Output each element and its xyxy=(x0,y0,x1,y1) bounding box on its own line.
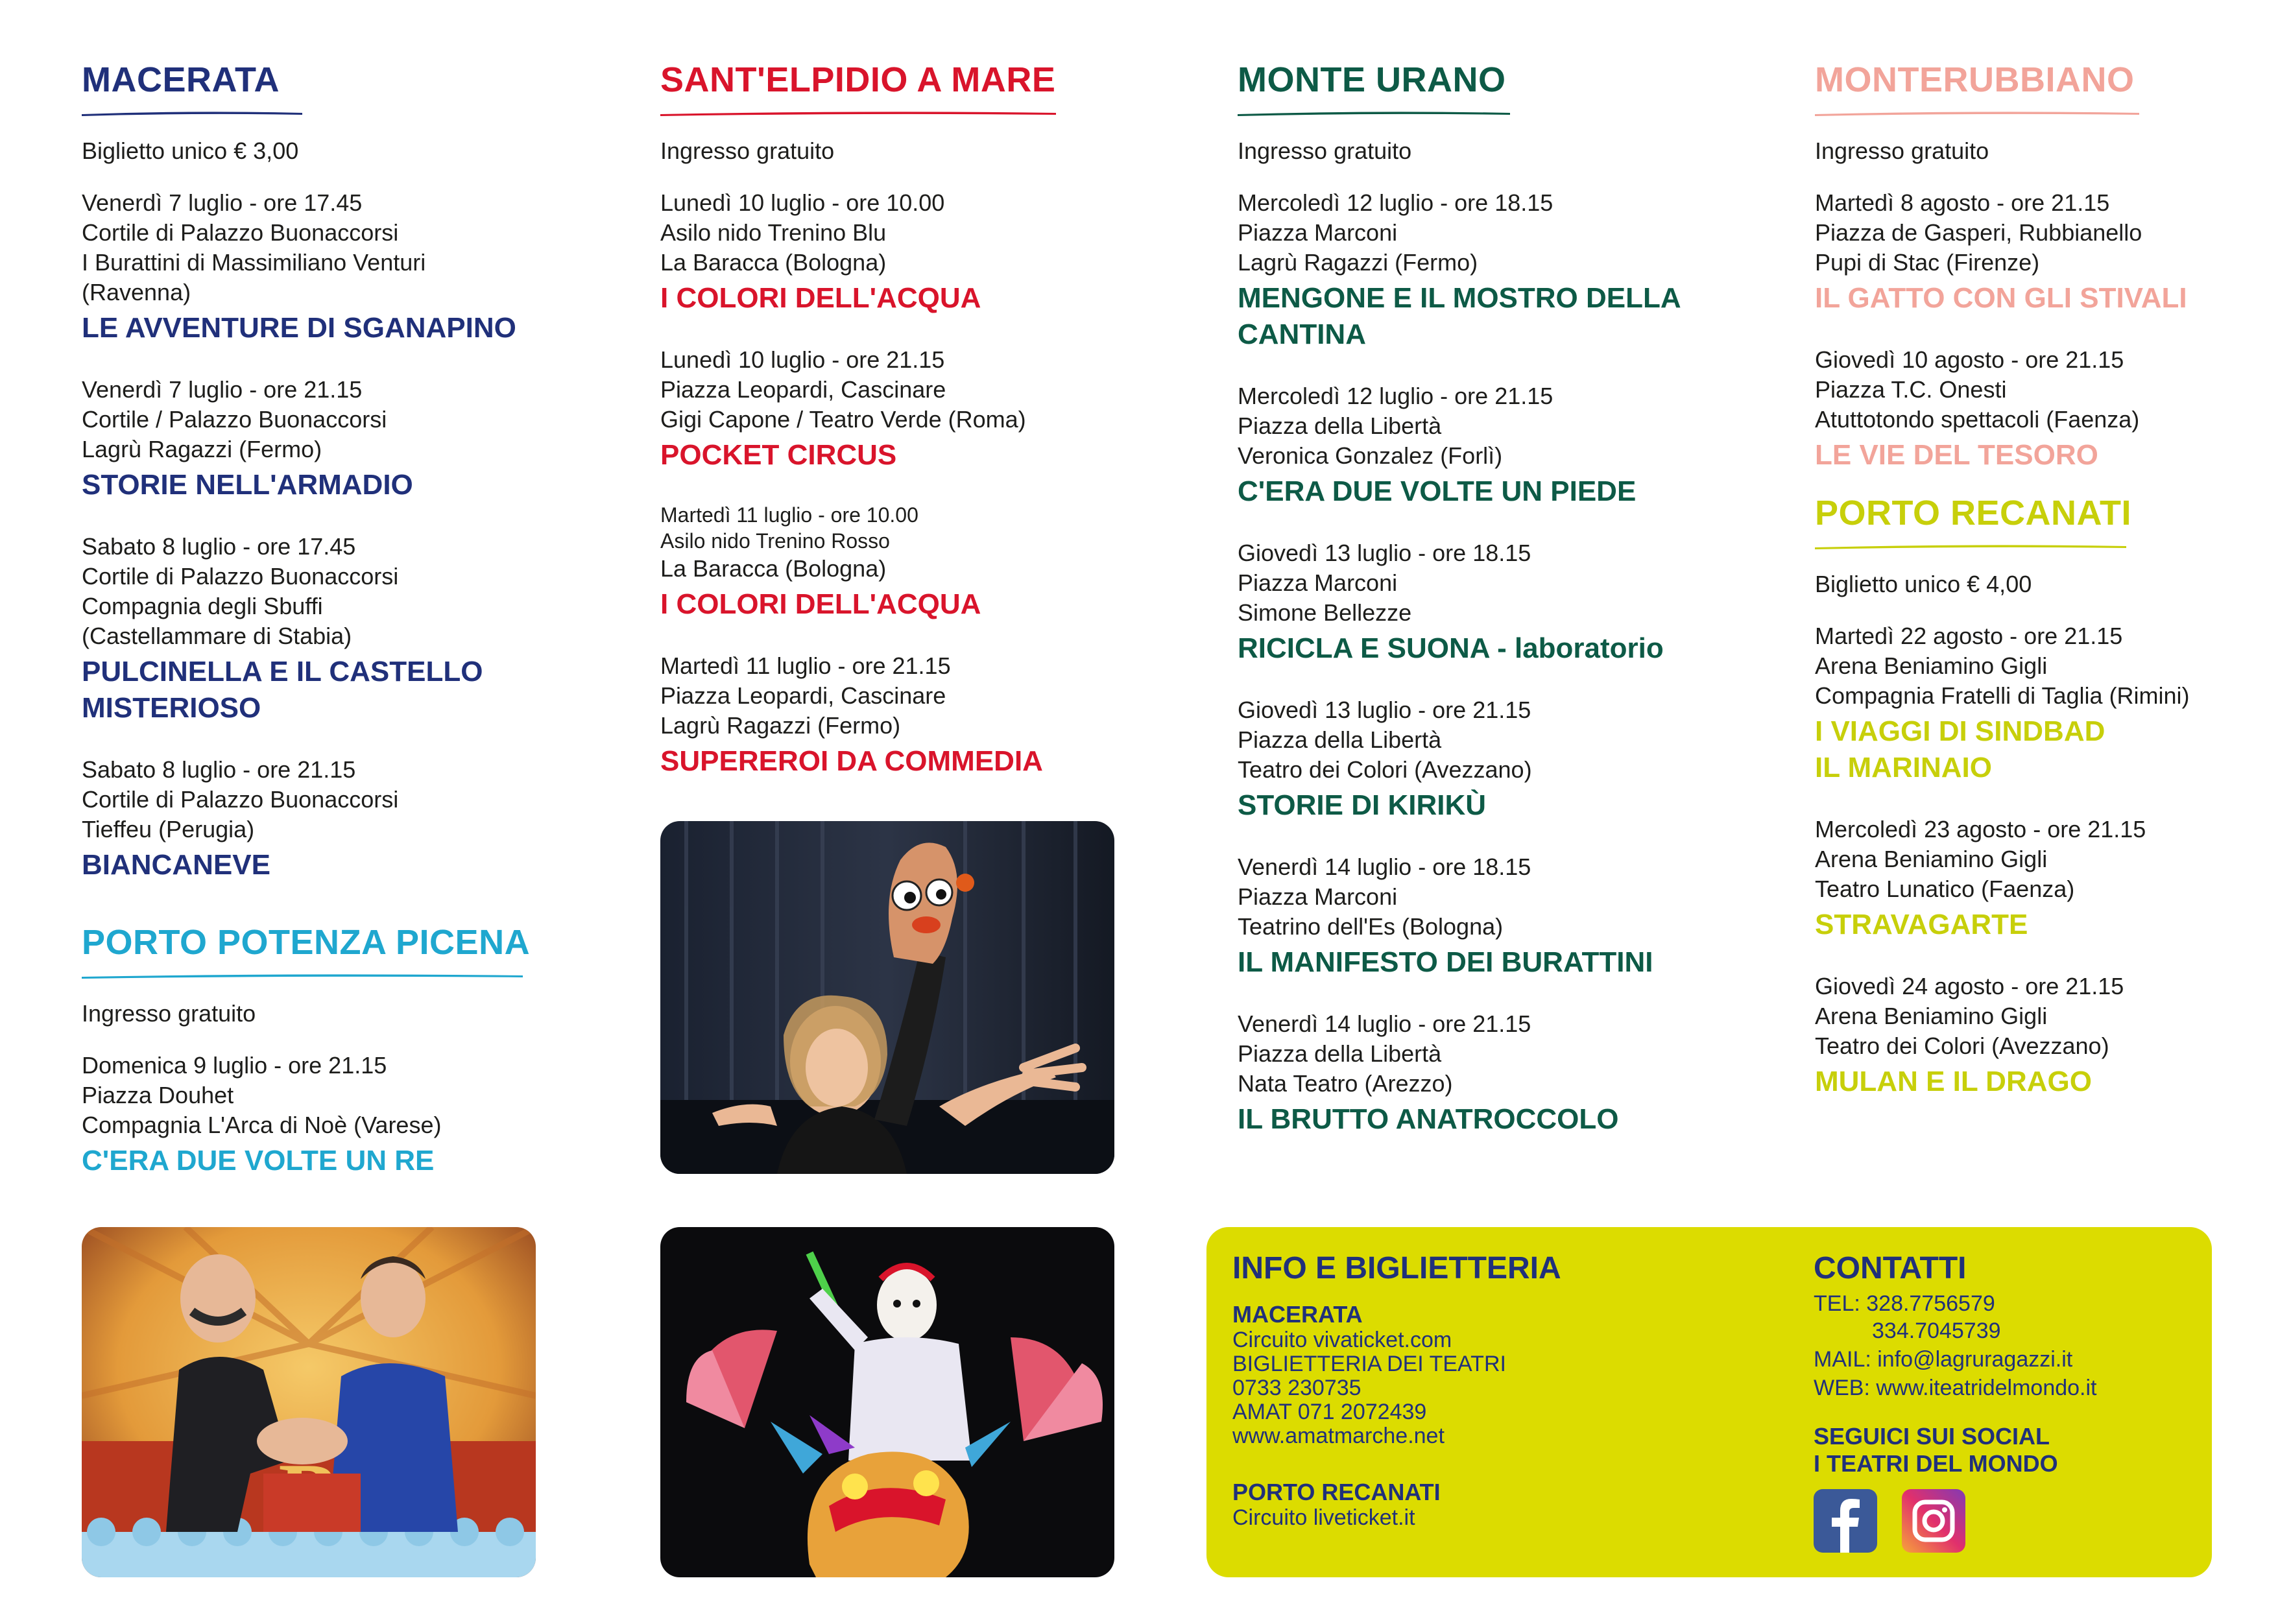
instagram-icon[interactable] xyxy=(1902,1489,1965,1553)
event-item xyxy=(1238,381,1731,510)
contact-web[interactable]: WEB: www.iteatridelmondo.it xyxy=(1814,1376,2097,1400)
event-title: LE VIE DEL TESORO xyxy=(1815,439,2098,471)
event-item xyxy=(660,345,1153,473)
event-item xyxy=(82,532,575,726)
photo-puppets-stage xyxy=(82,1227,536,1577)
event-date: Venerdì 14 luglio - ore 18.15 xyxy=(1238,854,1531,880)
event-detail: Cortile di Palazzo Buonaccorsi xyxy=(82,563,399,590)
event-detail: Piazza Marconi xyxy=(1238,219,1398,246)
event-date: Mercoledì 23 agosto - ore 21.15 xyxy=(1815,816,2146,842)
event-list xyxy=(1815,188,2291,473)
info-box xyxy=(1206,1227,2212,1577)
info-line: BIGLIETTERIA DEI TEATRI xyxy=(1232,1352,1506,1376)
event-detail: Piazza della Libertà xyxy=(1238,726,1442,753)
event-date: Giovedì 10 agosto - ore 21.15 xyxy=(1815,346,2124,373)
info-macerata-lines xyxy=(1232,1328,1506,1448)
event-detail: Gigi Capone / Teatro Verde (Roma) xyxy=(660,406,1026,433)
admission-info: Biglietto unico € 4,00 xyxy=(1815,571,2032,597)
event-date: Martedì 11 luglio - ore 21.15 xyxy=(660,652,951,679)
event-date: Lunedì 10 luglio - ore 10.00 xyxy=(660,189,945,216)
event-item xyxy=(1815,188,2291,316)
event-item xyxy=(82,375,575,503)
event-title: CANTINA xyxy=(1238,318,1366,350)
event-detail: (Castellammare di Stabia) xyxy=(82,623,352,649)
event-title: RICICLA E SUONA - laboratorio xyxy=(1238,632,1664,664)
event-date: Martedì 11 luglio - ore 10.00 xyxy=(660,503,918,527)
event-detail: Cortile di Palazzo Buonaccorsi xyxy=(82,786,399,813)
event-detail: Cortile / Palazzo Buonaccorsi xyxy=(82,406,387,433)
admission-info: Biglietto unico € 3,00 xyxy=(82,137,299,164)
photo-dragon-dance xyxy=(660,1227,1114,1577)
event-detail: Piazza Leopardi, Cascinare xyxy=(660,376,946,403)
event-title: I COLORI DELL'ACQUA xyxy=(660,588,981,620)
event-detail: Piazza della Libertà xyxy=(1238,412,1442,439)
event-date: Mercoledì 12 luglio - ore 18.15 xyxy=(1238,189,1553,216)
contact-tel-1[interactable]: TEL: 328.7756579 xyxy=(1814,1291,1995,1316)
title-underline xyxy=(1815,542,2126,551)
event-detail: Lagrù Ragazzi (Fermo) xyxy=(660,712,901,739)
event-detail: Teatro dei Colori (Avezzano) xyxy=(1238,756,1532,783)
event-detail: Nata Teatro (Arezzo) xyxy=(1238,1070,1453,1097)
event-item xyxy=(82,1051,575,1179)
event-title: MENGONE E IL MOSTRO DELLA xyxy=(1238,282,1681,314)
social-label-2: I TEATRI DEL MONDO xyxy=(1814,1450,2058,1477)
event-list xyxy=(1815,621,2291,1100)
event-list xyxy=(1238,188,1731,1138)
info-recanati-line: Circuito liveticket.it xyxy=(1232,1505,1415,1530)
column-monterubbiano xyxy=(1815,62,2291,1128)
event-detail: Piazza della Libertà xyxy=(1238,1040,1442,1067)
event-detail: Asilo nido Trenino Blu xyxy=(660,219,887,246)
facebook-icon[interactable] xyxy=(1814,1489,1877,1553)
title-underline xyxy=(1815,109,2139,118)
event-item xyxy=(1238,538,1731,667)
contact-tel-2[interactable]: 334.7045739 xyxy=(1872,1319,2001,1343)
info-line: AMAT 071 2072439 xyxy=(1232,1400,1427,1424)
contact-mail[interactable]: MAIL: info@lagruragazzi.it xyxy=(1814,1347,2073,1372)
event-detail: Piazza T.C. Onesti xyxy=(1815,376,2007,403)
info-line: 0733 230735 xyxy=(1232,1376,1361,1400)
event-detail: Teatro dei Colori (Avezzano) xyxy=(1815,1033,2109,1059)
event-detail: I Burattini di Massimiliano Venturi xyxy=(82,249,426,276)
event-date: Sabato 8 luglio - ore 21.15 xyxy=(82,756,356,783)
event-title: I VIAGGI DI SINDBAD xyxy=(1815,715,2105,747)
event-item xyxy=(82,755,575,883)
event-item xyxy=(82,188,575,346)
event-date: Giovedì 13 luglio - ore 18.15 xyxy=(1238,540,1531,566)
admission-info: Ingresso gratuito xyxy=(1815,137,1989,164)
event-detail: Tieffeu (Perugia) xyxy=(82,816,255,842)
event-title: STRAVAGARTE xyxy=(1815,909,2028,940)
event-title: MISTERIOSO xyxy=(82,692,261,724)
event-title: IL BRUTTO ANATROCCOLO xyxy=(1238,1103,1619,1135)
info-line: Circuito vivaticket.com xyxy=(1232,1328,1452,1352)
section-title-sant-elpidio: SANT'ELPIDIO A MARE xyxy=(660,60,1056,99)
info-recanati-label: PORTO RECANATI xyxy=(1232,1479,1441,1505)
event-title: SUPEREROI DA COMMEDIA xyxy=(660,745,1043,777)
event-item xyxy=(1815,815,2291,943)
admission-info: Ingresso gratuito xyxy=(1238,137,1412,164)
column-macerata xyxy=(82,62,575,1208)
contacts-heading: CONTATTI xyxy=(1814,1251,1967,1285)
event-detail: Veronica Gonzalez (Forlì) xyxy=(1238,442,1503,469)
event-title: IL MARINAIO xyxy=(1815,752,1992,783)
admission-info: Ingresso gratuito xyxy=(660,137,835,164)
event-detail: Arena Beniamino Gigli xyxy=(1815,846,2048,872)
event-detail: Compagnia L'Arca di Noè (Varese) xyxy=(82,1112,442,1138)
title-underline xyxy=(1238,109,1510,118)
event-title: IL MANIFESTO DEI BURATTINI xyxy=(1238,946,1653,978)
event-detail: Pupi di Stac (Firenze) xyxy=(1815,249,2040,276)
event-detail: Atuttotondo spettacoli (Faenza) xyxy=(1815,406,2140,433)
event-title: STORIE NELL'ARMADIO xyxy=(82,469,413,501)
column-sant-elpidio xyxy=(660,62,1153,808)
section-title-monte-urano: MONTE URANO xyxy=(1238,60,1506,99)
event-title: LE AVVENTURE DI SGANAPINO xyxy=(82,312,516,344)
event-detail: Lagrù Ragazzi (Fermo) xyxy=(82,436,322,462)
event-date: Sabato 8 luglio - ore 17.45 xyxy=(82,533,356,560)
title-underline xyxy=(82,109,302,118)
event-date: Martedì 22 agosto - ore 21.15 xyxy=(1815,623,2123,649)
event-detail: Piazza Douhet xyxy=(82,1082,234,1108)
event-list xyxy=(82,1051,575,1179)
event-detail: Piazza de Gasperi, Rubbianello xyxy=(1815,219,2142,246)
event-title: C'ERA DUE VOLTE UN PIEDE xyxy=(1238,475,1637,507)
event-item xyxy=(660,188,1153,316)
event-detail: Teatrino dell'Es (Bologna) xyxy=(1238,913,1504,940)
event-title: STORIE DI KIRIKÙ xyxy=(1238,789,1487,821)
photo-foot-puppet xyxy=(660,821,1114,1174)
event-item xyxy=(1815,345,2291,473)
event-detail: Cortile di Palazzo Buonaccorsi xyxy=(82,219,399,246)
info-heading: INFO E BIGLIETTERIA xyxy=(1232,1251,1561,1285)
event-detail: Lagrù Ragazzi (Fermo) xyxy=(1238,249,1478,276)
event-detail: Piazza Marconi xyxy=(1238,569,1398,596)
event-title: IL GATTO CON GLI STIVALI xyxy=(1815,282,2187,314)
event-detail: Arena Beniamino Gigli xyxy=(1815,1003,2048,1029)
event-date: Martedì 8 agosto - ore 21.15 xyxy=(1815,189,2110,216)
event-title: C'ERA DUE VOLTE UN RE xyxy=(82,1145,435,1176)
event-title: I COLORI DELL'ACQUA xyxy=(660,282,981,314)
event-detail: Arena Beniamino Gigli xyxy=(1815,652,2048,679)
event-title: BIANCANEVE xyxy=(82,849,270,881)
event-detail: Compagnia Fratelli di Taglia (Rimini) xyxy=(1815,682,2190,709)
event-date: Giovedì 13 luglio - ore 21.15 xyxy=(1238,697,1531,723)
event-item xyxy=(1238,188,1731,353)
event-title: MULAN E IL DRAGO xyxy=(1815,1066,2092,1097)
event-item xyxy=(1815,621,2291,786)
title-underline xyxy=(660,109,1056,118)
event-item xyxy=(1238,695,1731,824)
title-underline xyxy=(82,972,523,981)
event-title: POCKET CIRCUS xyxy=(660,439,897,471)
event-item xyxy=(1815,972,2291,1100)
info-line[interactable]: www.amatmarche.net xyxy=(1232,1424,1445,1448)
section-title-monterubbiano: MONTERUBBIANO xyxy=(1815,60,2135,99)
event-date: Giovedì 24 agosto - ore 21.15 xyxy=(1815,973,2124,999)
event-detail: Piazza Marconi xyxy=(1238,883,1398,910)
event-item xyxy=(660,651,1153,780)
event-date: Mercoledì 12 luglio - ore 21.15 xyxy=(1238,383,1553,409)
info-macerata-label: MACERATA xyxy=(1232,1301,1363,1328)
event-detail: La Baracca (Bologna) xyxy=(660,249,887,276)
event-item xyxy=(1238,1009,1731,1138)
event-date: Venerdì 14 luglio - ore 21.15 xyxy=(1238,1010,1531,1037)
event-detail: Piazza Leopardi, Cascinare xyxy=(660,682,946,709)
event-detail: Asilo nido Trenino Rosso xyxy=(660,529,890,553)
section-title-porto-recanati: PORTO RECANATI xyxy=(1815,494,2132,532)
social-label-1: SEGUICI SUI SOCIAL xyxy=(1814,1423,2050,1450)
event-detail: Compagnia degli Sbuffi xyxy=(82,593,323,619)
admission-info: Ingresso gratuito xyxy=(82,1000,256,1027)
event-detail: Simone Bellezze xyxy=(1238,599,1412,626)
column-monte-urano xyxy=(1238,62,1731,1166)
event-date: Venerdì 7 luglio - ore 21.15 xyxy=(82,376,363,403)
event-detail: La Baracca (Bologna) xyxy=(660,555,887,582)
event-date: Venerdì 7 luglio - ore 17.45 xyxy=(82,189,363,216)
event-title: PULCINELLA E IL CASTELLO xyxy=(82,656,483,687)
event-detail: (Ravenna) xyxy=(82,279,191,305)
section-title-porto-potenza: PORTO POTENZA PICENA xyxy=(82,923,531,962)
event-date: Lunedì 10 luglio - ore 21.15 xyxy=(660,346,945,373)
event-date: Domenica 9 luglio - ore 21.15 xyxy=(82,1052,387,1079)
event-item xyxy=(660,502,1153,623)
event-list xyxy=(660,188,1153,780)
event-item xyxy=(1238,852,1731,981)
event-list xyxy=(82,188,575,883)
section-title-macerata: MACERATA xyxy=(82,60,280,99)
event-detail: Teatro Lunatico (Faenza) xyxy=(1815,876,2075,902)
